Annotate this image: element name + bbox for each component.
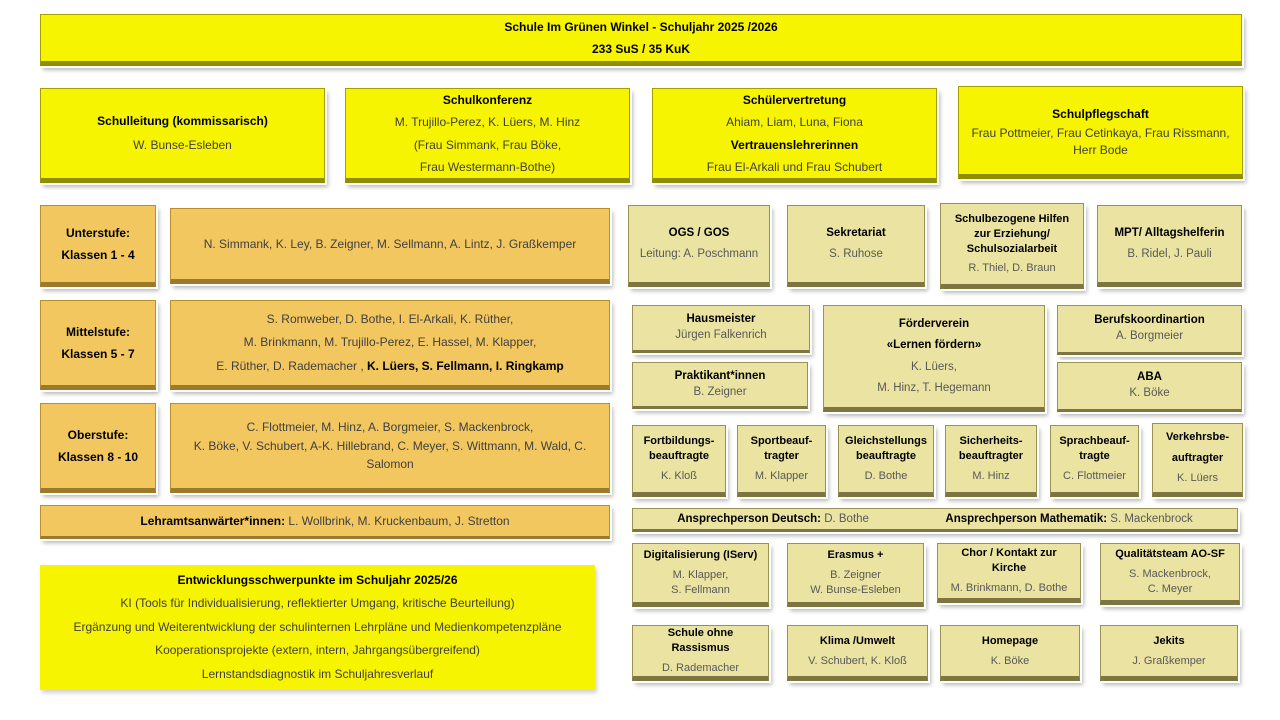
box-aba: [1057, 362, 1242, 412]
box-line: K. Böke: [990, 654, 1030, 667]
box-line: K. Böke: [1129, 387, 1170, 399]
box-line: Kooperationsprojekte (extern, intern, Jahrgangsübergreifend): [155, 643, 480, 658]
box-title: Schule ohne Rassismus: [667, 627, 734, 655]
box-lehramtsanwaerter: [40, 505, 610, 539]
stage-classes: Klassen 5 - 7: [61, 347, 135, 361]
box-title: Chor / Kontakt zur Kirche: [961, 547, 1057, 575]
box-schulpflegschaft: [958, 86, 1243, 179]
box-line: (Frau Simmank, Frau Böke,: [413, 137, 562, 152]
box-chor-kirche: [937, 543, 1081, 603]
box-title: ABA: [1137, 371, 1162, 384]
box-gleichstellungsbeauftragte: [838, 425, 934, 497]
box-title: Sportbeauf-: [750, 435, 813, 448]
ansprechperson-mathematik: Ansprechperson Mathematik: S. Mackenbrock: [945, 513, 1193, 525]
box-title: Schulpflegschaft: [1052, 106, 1149, 121]
box-line: V. Schubert, K. Kloß: [808, 654, 907, 667]
box-schule-ohne-rassismus: [632, 625, 769, 681]
teacher-names: M. Brinkmann, M. Trujillo-Perez, E. Hassel, M. Klapper,: [243, 335, 537, 350]
box-line: D. Rademacher: [661, 661, 740, 674]
box-title: Schulkonferenz: [442, 93, 533, 108]
box-line: M. Hinz, T. Hegemann: [877, 381, 991, 394]
teacher-names: S. Romweber, D. Bothe, I. El-Arkali, K. Rüther,: [266, 311, 514, 326]
teacher-names: N. Simmank, K. Ley, B. Zeigner, M. Sellmann, A. Lintz, J. Graßkemper: [203, 236, 577, 251]
box-verkehrsbeauftragter: [1152, 423, 1243, 497]
box-title: Sprachbeauf-: [1059, 435, 1130, 448]
box-oberstufe-team: [170, 403, 610, 493]
box-title: Digitalisierung (IServ): [643, 549, 758, 562]
box-schulbezogene-hilfen: [940, 203, 1084, 289]
box-line: J. Graßkemper: [1132, 654, 1206, 667]
box-schulleitung: [40, 88, 325, 183]
box-title: Sicherheits-: [959, 435, 1023, 448]
box-title: auftragter: [1171, 451, 1224, 464]
box-title: Homepage: [981, 634, 1039, 647]
box-title: MPT/ Alltagshelferin: [1114, 226, 1225, 239]
box-jekits: [1100, 625, 1238, 681]
box-line: Jürgen Falkenrich: [675, 329, 767, 341]
box-ansprechpersonen: [632, 508, 1238, 532]
box-line: W. Bunse-Esleben: [133, 137, 232, 152]
box-schuelervertretung: [652, 88, 937, 183]
box-sportbeauftragter: [737, 425, 826, 497]
teacher-names: C. Flottmeier, M. Hinz, A. Borgmeier, S. Mackenbrock,: [246, 420, 534, 435]
box-line: K. Kloß: [660, 469, 698, 482]
box-title: zur Erziehung/: [974, 227, 1050, 240]
box-title: tragte: [1079, 450, 1110, 463]
box-line: Lernstandsdiagnostik im Schuljahresverlauf: [201, 666, 434, 681]
stage-classes: Klassen 8 - 10: [57, 450, 139, 464]
box-line: M. Trujillo-Perez, K. Lüers, M. Hinz: [394, 115, 581, 130]
box-line: Frau Pottmeier, Frau Cetinkaya, Frau Rissmann,: [971, 125, 1230, 140]
box-title: beauftragte: [856, 450, 916, 463]
box-sekretariat: [787, 205, 925, 287]
box-title: Fortbildungs-: [643, 435, 715, 448]
box-line: S. Fellmann: [671, 583, 730, 596]
box-title: Schulsozialarbeit: [966, 242, 1058, 255]
box-homepage: [940, 625, 1080, 681]
box-berufskoordination: [1057, 305, 1242, 355]
box-line: S. Mackenbrock,: [1129, 568, 1211, 581]
box-praktikant: [632, 362, 808, 409]
box-line: M. Hinz: [972, 469, 1010, 482]
box-title: Verkehrsbe-: [1166, 431, 1229, 444]
box-fortbildungsbeauftragte: [632, 425, 726, 497]
box-title: Schülervertretung: [742, 93, 847, 108]
box-mittelstufe-team: [170, 300, 610, 390]
box-title: Entwicklungsschwerpunkte im Schuljahr 2025/26: [177, 573, 458, 588]
box-title: Praktikant*innen: [674, 369, 766, 382]
box-title: Qualitätsteam AO-SF: [1115, 548, 1225, 561]
stage-label: Unterstufe:: [65, 225, 130, 240]
school-counts: 233 SuS / 35 KuK: [591, 42, 691, 56]
label-oberstufe: [40, 403, 156, 493]
box-line: K. Lüers,: [910, 360, 958, 373]
box-klima-umwelt: [787, 625, 928, 681]
box-line: M. Klapper: [754, 469, 809, 482]
box-line: Ahiam, Liam, Luna, Fiona: [726, 115, 863, 130]
box-line: M. Brinkmann, D. Bothe: [950, 581, 1068, 594]
box-title: Schulbezogene Hilfen: [954, 212, 1070, 225]
box-title: Erasmus +: [827, 549, 884, 562]
box-line: B. Zeigner: [693, 385, 747, 398]
box-line: R. Thiel, D. Braun: [968, 262, 1056, 275]
label-mittelstufe: [40, 300, 156, 390]
box-title: Förderverein: [898, 317, 970, 330]
box-sicherheitsbeauftragter: [945, 425, 1037, 497]
box-line: Leitung: A. Poschmann: [639, 248, 759, 260]
box-line: KI (Tools für Individualisierung, reflektierter Umgang, kritische Beurteilung): [120, 596, 515, 611]
box-hausmeister: [632, 305, 810, 353]
box-ogs: [628, 205, 770, 287]
box-line: C. Flottmeier: [1063, 469, 1126, 482]
stage-label: Mittelstufe:: [66, 324, 130, 339]
box-line: Frau Westermann-Bothe): [419, 159, 556, 174]
box-mpt: [1097, 205, 1242, 287]
box-title: OGS / GOS: [668, 226, 730, 239]
box-title: beauftragte: [649, 450, 709, 463]
box-line: B. Ridel, J. Pauli: [1127, 248, 1212, 260]
box-line: Herr Bode: [1073, 142, 1128, 157]
box-entwicklungsschwerpunkte: [40, 565, 595, 690]
box-subtitle: Vertrauenslehrerinnen: [730, 137, 859, 152]
box-sprachbeauftragte: [1050, 425, 1139, 497]
box-qualitaetsteam: [1100, 543, 1240, 605]
box-title: tragter: [764, 450, 799, 463]
box-line: B. Zeigner: [830, 569, 881, 582]
box-line: W. Bunse-Esleben: [810, 583, 901, 596]
label-unterstufe: [40, 205, 156, 287]
box-title: Gleichstellungs: [845, 435, 927, 448]
box-line: Ergänzung und Weiterentwicklung der schulinternen Lehrpläne und Medienkompetenzpläne: [73, 619, 562, 634]
box-line: A. Borgmeier: [1115, 330, 1184, 342]
box-line: M. Klapper,: [672, 569, 729, 582]
bar-text: Lehramtsanwärter*innen: L. Wollbrink, M. Kruckenbaum, J. Stretton: [140, 514, 510, 528]
ansprechperson-deutsch: Ansprechperson Deutsch: D. Bothe: [677, 513, 869, 525]
box-foerderverein: [823, 305, 1045, 412]
box-erasmus: [787, 543, 924, 607]
box-title: Hausmeister: [686, 313, 756, 326]
stage-label: Oberstufe:: [67, 427, 129, 442]
box-schulkonferenz: [345, 88, 630, 183]
box-line: K. Lüers: [1177, 472, 1218, 485]
box-line: C. Meyer: [1147, 582, 1193, 595]
teacher-names: K. Böke, V. Schubert, A-K. Hillebrand, C. Meyer, S. Wittmann, M. Wald, C. Salomon: [193, 438, 587, 472]
teacher-names: E. Rüther, D. Rademacher , K. Lüers, S. Fellmann, I. Ringkamp: [216, 358, 564, 373]
header-box: [40, 14, 1242, 66]
box-line: S. Ruhose: [829, 248, 883, 260]
stage-classes: Klassen 1 - 4: [61, 248, 135, 262]
box-title: Sekretariat: [826, 226, 886, 239]
box-digitalisierung: [632, 543, 769, 607]
school-title: Schule Im Grünen Winkel - Schuljahr 2025 /2026: [504, 19, 778, 34]
box-title: beauftragter: [958, 450, 1024, 463]
box-subtitle: «Lernen fördern»: [886, 339, 982, 352]
box-title: Berufskoordinartion: [1094, 314, 1205, 327]
box-line: D. Bothe: [864, 469, 908, 482]
box-title: Jekits: [1153, 634, 1185, 647]
box-line: Frau El-Arkali und Frau Schubert: [706, 159, 883, 174]
box-title: Klima /Umwelt: [819, 634, 896, 647]
box-title: Schulleitung (kommissarisch): [97, 114, 268, 129]
box-unterstufe-team: [170, 208, 610, 284]
